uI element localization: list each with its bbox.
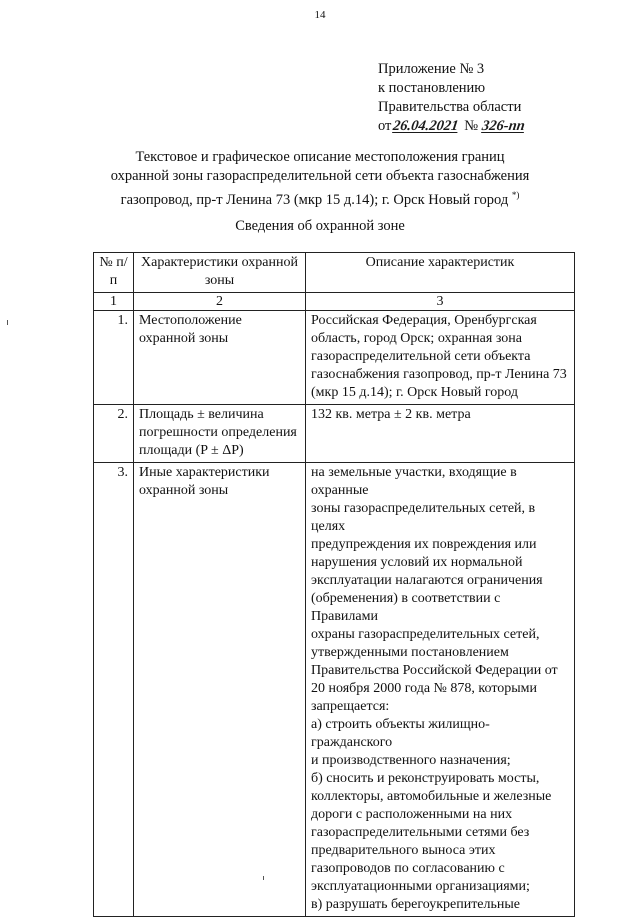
description-line: Правительства Российской Федерации от [311, 663, 558, 678]
description-line: газопроводов по согласованию с [311, 861, 505, 876]
description-line: эксплуатации налагаются ограничения [311, 573, 543, 588]
description-line: нарушения условий их нормальной [311, 555, 523, 570]
appendix-line-2: к постановлению [378, 80, 486, 96]
appendix-block [378, 60, 539, 136]
row-description: Российская Федерация, Оренбургская область, город Орск; охранная зона газораспределительной сети объекта газоснабжения газопровод, пр-т Ленина 73 (мкр 15 д.14); г. Орск Новый город [306, 311, 575, 405]
description-line: охраны газораспределительных сетей, [311, 627, 540, 642]
row-number: 2. [94, 405, 134, 463]
table-index-row [94, 293, 575, 311]
table-row [94, 405, 575, 463]
zone-info-table [93, 252, 575, 917]
table-row [94, 311, 575, 405]
row-description: 132 кв. метра ± 2 кв. метра [306, 405, 575, 463]
row-characteristic: Площадь ± величина погрешности определения площади (P ± ΔP) [134, 405, 306, 463]
header-characteristic: Характеристики охранной зоны [134, 253, 306, 293]
header-description: Описание характеристик [306, 253, 575, 293]
row-number: 3. [94, 463, 134, 917]
appendix-line-1: Приложение № 3 [378, 61, 485, 77]
description-line: зоны газораспределительных сетей, в целях [311, 501, 536, 534]
footnote-mark: *) [511, 190, 520, 200]
appendix-line-3: Правительства области [378, 99, 522, 115]
table-row [94, 463, 575, 917]
table-header-row [94, 253, 575, 293]
description-line: и производственного назначения; [311, 753, 511, 768]
index-cell-2: 2 [134, 293, 306, 311]
description-line: дороги с расположенными на них [311, 807, 513, 822]
row-characteristic: Иные характеристики охранной зоны [134, 463, 306, 917]
handwritten-date: 26.04.2021 [392, 118, 460, 134]
title-line-2: охранной зоны газораспределительной сети объекта газоснабжения [110, 168, 530, 184]
header-number: № п/п [94, 253, 134, 293]
scan-mark [263, 876, 264, 880]
handwritten-number: 326-пп [481, 118, 527, 134]
description-line: утвержденными постановлением [311, 645, 509, 660]
description-line: б) сносить и реконструировать мосты, [311, 771, 540, 786]
page-number: 14 [314, 9, 326, 21]
description-line: газораспределительными сетями без [311, 825, 530, 840]
description-line: в) разрушать берегоукрепительные [311, 897, 521, 912]
document-title [0, 148, 640, 210]
index-cell-3: 3 [306, 293, 575, 311]
description-line: а) строить объекты жилищно-гражданского [311, 717, 490, 750]
row-characteristic: Местоположение охранной зоны [134, 311, 306, 405]
scan-mark [7, 320, 8, 325]
index-cell-1: 1 [94, 293, 134, 311]
row-number: 1. [94, 311, 134, 405]
description-line: предварительного выноса этих [311, 843, 496, 858]
description-line: (обременения) в соответствии с Правилами [311, 591, 501, 624]
from-label: от [378, 118, 392, 134]
description-line: коллекторы, автомобильные и железные [311, 789, 552, 804]
appendix-date-number-line [378, 117, 539, 136]
title-line-1: Текстовое и графическое описание местоположения границ [135, 149, 505, 165]
row-description [306, 463, 575, 917]
title-line-3: газопровод, пр-т Ленина 73 (мкр 15 д.14); г. Орск Новый город *) [120, 190, 520, 208]
description-line: запрещается: [311, 699, 390, 714]
description-line: эксплуатационными организациями; [311, 879, 530, 894]
description-line: 20 ноября 2000 года № 878, которыми [311, 681, 538, 696]
description-line: на земельные участки, входящие в охранные [311, 465, 517, 498]
number-label: № [464, 118, 479, 134]
description-line: предупреждения их повреждения или [311, 537, 537, 552]
section-title: Сведения об охранной зоне [235, 218, 405, 234]
